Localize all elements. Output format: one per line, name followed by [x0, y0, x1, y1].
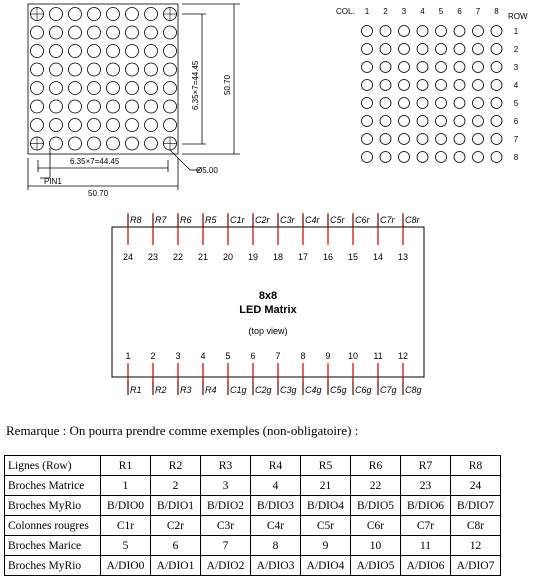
table-row — [5, 496, 501, 516]
drawing-led-dot — [164, 45, 177, 58]
drawing-led-dot — [50, 26, 63, 39]
table-cell: 24 — [451, 476, 501, 496]
table-cell: R5 — [301, 456, 351, 476]
led-dot — [399, 152, 410, 163]
row-label-cell: Broches Matrice — [5, 476, 101, 496]
pin-label: R1 — [130, 385, 142, 395]
pin-label: R4 — [205, 385, 217, 395]
drawing-led-dot — [50, 63, 63, 76]
led-dot — [399, 134, 410, 145]
pin-label: C1r — [230, 215, 245, 225]
table-cell: C6r — [351, 516, 401, 536]
drawing-led-dot — [50, 137, 63, 150]
col-number: 3 — [401, 7, 407, 16]
row-label-cell: Lignes (Row) — [5, 456, 101, 476]
drawing-led-dot — [50, 8, 63, 21]
pin-label: C1g — [230, 385, 247, 395]
pin-number: 14 — [372, 252, 384, 262]
drawing-led-dot — [88, 82, 101, 95]
pin-label: R8 — [130, 215, 142, 225]
pin-label: C4r — [305, 215, 320, 225]
table-cell: C2r — [151, 516, 201, 536]
led-dot — [473, 62, 484, 73]
table-cell: 12 — [451, 536, 501, 556]
pin-number: 7 — [275, 351, 281, 361]
led-dot — [417, 152, 428, 163]
table-cell: A/DIO1 — [151, 556, 201, 576]
pin-number: 17 — [297, 252, 309, 262]
drawing-led-dot — [50, 82, 63, 95]
led-dot — [473, 134, 484, 145]
led-dot — [362, 116, 373, 127]
led-dot — [473, 80, 484, 91]
col-number: 1 — [364, 7, 370, 16]
row-label-cell: Broches Marice — [5, 536, 101, 556]
drawing-led-dot — [88, 119, 101, 132]
remark-text: Remarque : On pourra prendre comme exemples (non-obligatoire) : — [6, 423, 359, 438]
pin-label: R3 — [180, 385, 192, 395]
led-dot — [362, 26, 373, 37]
led-dot — [436, 26, 447, 37]
col-number: 6 — [457, 7, 462, 16]
led-dot — [454, 44, 465, 55]
drawing-led-dot — [126, 45, 139, 58]
drawing-led-dot — [50, 119, 63, 132]
drawing-led-dot — [145, 100, 158, 113]
pin-label: R5 — [205, 215, 217, 225]
led-dot — [417, 26, 428, 37]
drawing-led-dot — [126, 119, 139, 132]
led-dot — [399, 44, 410, 55]
led-dot — [362, 134, 373, 145]
led-dot — [380, 98, 391, 109]
drawing-led-dot — [145, 8, 158, 21]
pin-number: 2 — [150, 351, 156, 361]
row-number: 3 — [513, 63, 519, 72]
drawing-led-dot — [107, 8, 120, 21]
pitch-dimension-vertical: 6.35×7=44.45 — [191, 60, 200, 110]
drawing-led-dot — [69, 100, 82, 113]
led-dot — [436, 116, 447, 127]
chip-title: 8x8 — [258, 290, 278, 302]
pin-number: 19 — [247, 252, 259, 262]
drawing-led-dot — [107, 63, 120, 76]
pin1-label: PIN1 — [44, 177, 62, 186]
row-number: 7 — [513, 135, 519, 144]
row-label-cell: Broches MyRio — [5, 556, 101, 576]
dimension-lines — [28, 4, 240, 190]
table-cell: R6 — [351, 456, 401, 476]
drawing-led-dot — [88, 8, 101, 21]
led-dot — [436, 44, 447, 55]
led-dot — [454, 134, 465, 145]
table-cell: R3 — [201, 456, 251, 476]
table-row — [5, 556, 501, 576]
table-cell: A/DIO3 — [251, 556, 301, 576]
led-dot — [399, 26, 410, 37]
drawing-led-dot — [164, 119, 177, 132]
table-cell: 21 — [301, 476, 351, 496]
led-dot — [399, 116, 410, 127]
table-cell: A/DIO5 — [351, 556, 401, 576]
chip-view: (top view) — [248, 326, 288, 336]
row-number: 5 — [513, 99, 519, 108]
led-dot — [399, 80, 410, 91]
drawing-led-dot — [31, 82, 44, 95]
col-number: 8 — [494, 7, 499, 16]
led-dot — [454, 80, 465, 91]
led-dot — [417, 80, 428, 91]
matrix-dot-grid — [30, 7, 177, 151]
table-cell: 3 — [201, 476, 251, 496]
led-dot — [436, 62, 447, 73]
table-cell: A/DIO2 — [201, 556, 251, 576]
drawing-led-dot — [164, 26, 177, 39]
led-dot — [436, 98, 447, 109]
led-dot — [491, 98, 502, 109]
table-cell: 6 — [151, 536, 201, 556]
led-dot — [399, 62, 410, 73]
drawing-led-dot — [164, 100, 177, 113]
pin-mapping-table — [4, 455, 501, 576]
row-numbers — [514, 27, 519, 162]
width-dimension: 50.70 — [88, 189, 109, 198]
pin-label: C7r — [380, 215, 395, 225]
pin-number: 20 — [222, 252, 234, 262]
led-dot — [417, 62, 428, 73]
table-cell: C3r — [201, 516, 251, 536]
drawing-led-dot — [126, 63, 139, 76]
led-dot — [380, 62, 391, 73]
drawing-led-dot — [107, 45, 120, 58]
pin-label: C2g — [255, 385, 272, 395]
table-cell: 4 — [251, 476, 301, 496]
drawing-led-dot — [88, 137, 101, 150]
chip-pinout — [110, 205, 430, 405]
table-cell: R7 — [401, 456, 451, 476]
pin-number: 23 — [147, 252, 159, 262]
drawing-led-dot — [145, 45, 158, 58]
led-dot — [473, 152, 484, 163]
table-cell: A/DIO0 — [101, 556, 151, 576]
pin-number: 8 — [300, 351, 306, 361]
drawing-led-dot — [145, 137, 158, 150]
table-cell: B/DIO2 — [201, 496, 251, 516]
pin-number: 18 — [272, 252, 284, 262]
table-cell: B/DIO5 — [351, 496, 401, 516]
drawing-led-dot — [126, 26, 139, 39]
pin-label: C5r — [330, 215, 345, 225]
led-dot — [491, 62, 502, 73]
drawing-led-dot — [31, 100, 44, 113]
mechanical-drawing — [0, 0, 260, 200]
drawing-led-dot — [126, 8, 139, 21]
led-dot — [473, 44, 484, 55]
led-dot — [399, 98, 410, 109]
pin-label: R6 — [180, 215, 192, 225]
col-number: 4 — [420, 7, 425, 16]
height-dimension: 50.70 — [223, 74, 232, 95]
pin-label: R2 — [155, 385, 167, 395]
pin-number: 16 — [322, 252, 334, 262]
drawing-led-dot — [126, 100, 139, 113]
table-cell: R1 — [101, 456, 151, 476]
table-row — [5, 536, 501, 556]
table-cell: A/DIO6 — [401, 556, 451, 576]
pin-number: 24 — [122, 252, 134, 262]
table-cell: B/DIO7 — [451, 496, 501, 516]
table-cell: 7 — [201, 536, 251, 556]
pin-label: C2r — [255, 215, 270, 225]
led-dot — [473, 98, 484, 109]
pin-number: 21 — [197, 252, 209, 262]
chip-subtitle: LED Matrix — [239, 304, 297, 316]
led-dot — [436, 152, 447, 163]
drawing-led-dot — [31, 119, 44, 132]
led-dot — [473, 26, 484, 37]
table-cell: 22 — [351, 476, 401, 496]
pin-label: C6g — [355, 385, 372, 395]
table-cell: B/DIO6 — [401, 496, 451, 516]
led-dot — [380, 44, 391, 55]
drawing-led-dot — [164, 82, 177, 95]
table-cell: C4r — [251, 516, 301, 536]
pin-label: C3g — [280, 385, 297, 395]
pin-number: 22 — [172, 252, 184, 262]
pin-number: 12 — [397, 351, 409, 361]
drawing-led-dot — [69, 137, 82, 150]
col-number: 7 — [475, 7, 481, 16]
drawing-led-dot — [145, 82, 158, 95]
drawing-led-dot — [126, 137, 139, 150]
drawing-led-dot — [107, 137, 120, 150]
drawing-led-dot — [107, 100, 120, 113]
led-dot — [491, 116, 502, 127]
pin-label: R7 — [155, 215, 167, 225]
led-dot — [454, 152, 465, 163]
pin-number: 4 — [200, 351, 206, 361]
led-dot — [380, 152, 391, 163]
led-dot — [417, 116, 428, 127]
row-label: ROW — [508, 12, 528, 21]
led-dot — [417, 134, 428, 145]
drawing-led-dot — [164, 63, 177, 76]
col-number: 2 — [383, 7, 388, 16]
table-cell: R4 — [251, 456, 301, 476]
table-cell: 11 — [401, 536, 451, 556]
table-cell: A/DIO4 — [301, 556, 351, 576]
pin-label: C4g — [305, 385, 322, 395]
row-label-cell: Broches MyRio — [5, 496, 101, 516]
row-number: 4 — [513, 81, 519, 90]
led-dot — [454, 26, 465, 37]
pin-label: C5g — [330, 385, 347, 395]
led-dot — [380, 80, 391, 91]
led-dot — [454, 98, 465, 109]
table-cell: R2 — [151, 456, 201, 476]
led-dot — [454, 116, 465, 127]
column-numbers — [365, 7, 500, 16]
table-cell: C1r — [101, 516, 151, 536]
led-dot — [417, 98, 428, 109]
diameter-dimension: Ø5.00 — [196, 166, 218, 175]
led-dot — [491, 80, 502, 91]
table-cell: B/DIO3 — [251, 496, 301, 516]
table-cell: C7r — [401, 516, 451, 536]
pin-label: C6r — [355, 215, 370, 225]
pin-label: C3r — [280, 215, 295, 225]
led-grid-schematic — [330, 0, 534, 165]
led-dot — [491, 152, 502, 163]
drawing-led-dot — [145, 63, 158, 76]
pin-number: 1 — [125, 351, 131, 361]
row-number: 6 — [513, 117, 519, 126]
pin-label: C8r — [405, 215, 420, 225]
drawing-led-dot — [69, 45, 82, 58]
led-dot — [362, 62, 373, 73]
led-dot — [436, 80, 447, 91]
table-cell: B/DIO4 — [301, 496, 351, 516]
led-dot — [417, 44, 428, 55]
drawing-led-dot — [31, 45, 44, 58]
drawing-led-dot — [69, 8, 82, 21]
drawing-led-dot — [88, 45, 101, 58]
pin-label: C7g — [380, 385, 397, 395]
drawing-led-dot — [69, 26, 82, 39]
pin-number: 6 — [250, 351, 256, 361]
table-row — [5, 516, 501, 536]
drawing-led-dot — [88, 26, 101, 39]
led-dot — [454, 62, 465, 73]
drawing-led-dot — [88, 63, 101, 76]
pin-number: 10 — [347, 351, 359, 361]
drawing-led-dot — [107, 26, 120, 39]
drawing-led-dot — [145, 26, 158, 39]
led-dot — [473, 116, 484, 127]
drawing-led-dot — [31, 26, 44, 39]
col-label: COL. — [336, 7, 355, 16]
table-cell: 1 — [101, 476, 151, 496]
table-cell: C5r — [301, 516, 351, 536]
drawing-led-dot — [88, 100, 101, 113]
drawing-led-dot — [31, 63, 44, 76]
row-number: 2 — [513, 45, 519, 54]
col-number: 5 — [438, 7, 444, 16]
led-dot — [362, 98, 373, 109]
table-cell: 10 — [351, 536, 401, 556]
drawing-led-dot — [126, 82, 139, 95]
drawing-led-dot — [50, 45, 63, 58]
table-row — [5, 476, 501, 496]
drawing-led-dot — [69, 119, 82, 132]
drawing-led-dot — [69, 63, 82, 76]
row-number: 8 — [513, 153, 519, 162]
led-dot — [362, 152, 373, 163]
table-cell: 8 — [251, 536, 301, 556]
table-cell: B/DIO1 — [151, 496, 201, 516]
drawing-led-dot — [145, 119, 158, 132]
led-dot — [491, 44, 502, 55]
led-dot — [436, 134, 447, 145]
row-label-cell: Colonnes rougres — [5, 516, 101, 536]
drawing-led-dot — [107, 119, 120, 132]
table-cell: B/DIO0 — [101, 496, 151, 516]
led-dot — [380, 26, 391, 37]
table-row — [5, 456, 501, 476]
row-number: 1 — [513, 27, 519, 36]
led-dot — [491, 26, 502, 37]
led-dot — [362, 44, 373, 55]
table-cell: A/DIO7 — [451, 556, 501, 576]
pin-number: 9 — [325, 351, 331, 361]
led-dot — [362, 80, 373, 91]
table-cell: R8 — [451, 456, 501, 476]
pitch-dimension-horizontal: 6.35×7=44.45 — [70, 157, 120, 166]
pin-number: 13 — [397, 252, 409, 262]
drawing-led-dot — [107, 82, 120, 95]
table-cell: C8r — [451, 516, 501, 536]
pin-number: 3 — [175, 351, 181, 361]
pin-label: C8g — [405, 385, 422, 395]
pin-number: 5 — [225, 351, 231, 361]
table-cell: 9 — [301, 536, 351, 556]
drawing-led-dot — [69, 82, 82, 95]
led-dot-grid — [362, 26, 503, 163]
drawing-led-dot — [50, 100, 63, 113]
pin-number: 15 — [347, 252, 359, 262]
table-cell: 5 — [101, 536, 151, 556]
led-dot — [491, 134, 502, 145]
led-dot — [380, 134, 391, 145]
table-cell: 2 — [151, 476, 201, 496]
led-dot — [380, 116, 391, 127]
pin-number: 11 — [373, 351, 383, 361]
table-cell: 23 — [401, 476, 451, 496]
